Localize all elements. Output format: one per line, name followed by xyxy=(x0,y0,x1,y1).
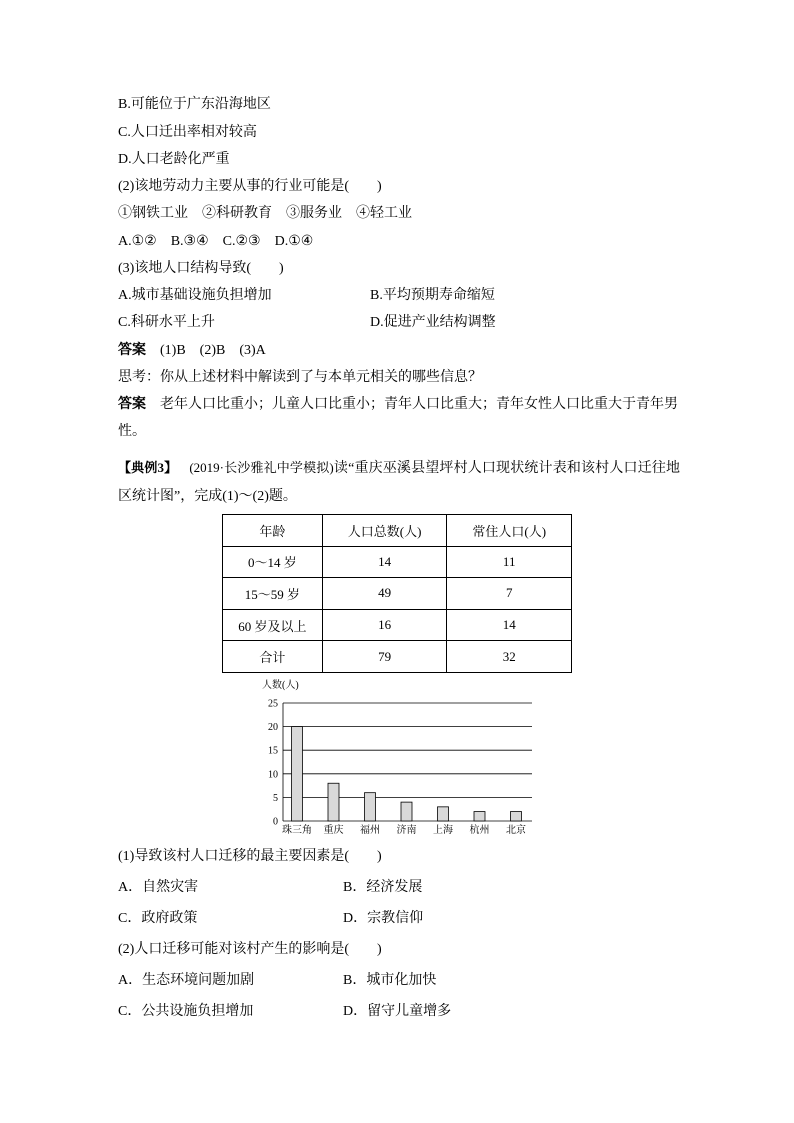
q3-options-row-1 xyxy=(118,282,680,309)
previous-question-section xyxy=(118,91,680,445)
question-2-option-b: B．城市化加快 xyxy=(343,972,437,988)
table-cell: 0～14 岁 xyxy=(223,546,323,578)
bar xyxy=(365,793,376,821)
table-cell: 7 xyxy=(447,578,572,610)
y-tick-label: 5 xyxy=(273,792,278,804)
question-1-option-a: A．自然灾害 xyxy=(118,879,199,895)
table-row xyxy=(223,578,572,610)
table-cell: 14 xyxy=(447,609,572,641)
y-tick-label: 25 xyxy=(268,698,278,710)
question-1-option-b: B．经济发展 xyxy=(343,879,423,895)
example-stem: 读“重庆巫溪县望坪村人口现状统计表和该村人口迁往地区统计图”，完成(1)～(2)题。 xyxy=(118,461,680,504)
thinking-answer-label: 答案 xyxy=(118,397,146,413)
q3-options-row-2 xyxy=(118,309,680,336)
bar xyxy=(328,783,339,821)
example-intro xyxy=(118,454,680,511)
answer-label: 答案 xyxy=(118,342,146,358)
q3-stem: (3)该地人口结构导致( ) xyxy=(118,260,284,276)
question-2-options-row-2 xyxy=(118,996,451,1027)
question-2-option-a: A．生态环境问题加剧 xyxy=(118,972,255,988)
question-2-options-row-1 xyxy=(118,965,451,996)
question-1-option-c: C．政府政策 xyxy=(118,910,198,926)
table-header-cell: 年龄 xyxy=(223,515,323,547)
table-cell: 16 xyxy=(322,609,447,641)
example-questions xyxy=(118,841,451,1027)
question-2-stem: (2)人口迁移可能对该村产生的影响是( ) xyxy=(118,941,382,957)
x-category-label: 福州 xyxy=(360,825,380,836)
bar xyxy=(438,807,449,821)
q3-option-c: C.科研水平上升 xyxy=(118,315,215,331)
y-tick-label: 20 xyxy=(268,722,278,734)
table-cell: 14 xyxy=(322,546,447,578)
x-category-label: 杭州 xyxy=(469,825,490,836)
table-cell: 合计 xyxy=(223,641,323,673)
q3-option-a: A.城市基础设施负担增加 xyxy=(118,288,272,304)
x-category-label: 北京 xyxy=(506,825,526,836)
x-category-labels xyxy=(282,823,526,836)
table-header-cell: 常住人口(人) xyxy=(447,515,572,547)
x-category-label: 济南 xyxy=(396,825,417,836)
q2-stem: (2)该地劳动力主要从事的行业可能是( ) xyxy=(118,179,382,195)
table-cell: 60 岁及以上 xyxy=(223,609,323,641)
q1-option-b: B.可能位于广东沿海地区 xyxy=(118,97,271,113)
question-2-option-c: C．公共设施负担增加 xyxy=(118,1003,254,1019)
y-tick-label: 0 xyxy=(273,816,278,828)
x-category-label: 重庆 xyxy=(323,825,344,836)
bar xyxy=(511,812,522,821)
table-cell: 15～59 岁 xyxy=(223,578,323,610)
bar xyxy=(401,802,412,821)
answer-line xyxy=(118,337,680,364)
thinking-prompt: 思考：你从上述材料中解读到了与本单元相关的哪些信息？ xyxy=(118,369,482,385)
thinking-answer-text: 老年人口比重小；儿童人口比重小；青年人口比重大；青年女性人口比重大于青年男性。 xyxy=(118,397,678,440)
thinking-answer xyxy=(118,391,680,446)
table-row xyxy=(223,641,572,673)
migration-destination-bar-chart xyxy=(250,676,550,841)
table-row xyxy=(223,546,572,578)
example-tag: 【典例3】 xyxy=(118,460,178,475)
table-cell: 49 xyxy=(322,578,447,610)
table-header-row xyxy=(223,515,572,547)
table-row xyxy=(223,609,572,641)
bar xyxy=(292,727,303,821)
q3-option-d: D.促进产业结构调整 xyxy=(370,315,496,331)
q3-option-b: B.平均预期寿命缩短 xyxy=(370,288,495,304)
answer-text: (1)B (2)B (3)A xyxy=(160,342,266,358)
question-2-option-d: D．留守儿童增多 xyxy=(343,1003,452,1019)
table-cell: 32 xyxy=(447,641,572,673)
table-cell: 11 xyxy=(447,546,572,578)
y-tick-label: 15 xyxy=(268,745,278,757)
q1-option-d: D.人口老龄化严重 xyxy=(118,151,230,167)
x-category-label: 珠三角 xyxy=(282,825,312,836)
q2-items: ①钢铁工业 ②科研教育 ③服务业 ④轻工业 xyxy=(118,206,412,222)
y-axis-label: 人数(人) xyxy=(262,680,299,691)
q2-options: A.①② B.③④ C.②③ D.①④ xyxy=(118,233,314,249)
example-source: (2019·长沙雅礼中学模拟) xyxy=(189,460,334,475)
table-header-cell: 人口总数(人) xyxy=(322,515,447,547)
population-table xyxy=(222,514,572,673)
y-tick-label: 10 xyxy=(268,769,278,781)
question-1-option-d: D．宗教信仰 xyxy=(343,910,424,926)
bar xyxy=(474,812,485,821)
question-1-options-row-2 xyxy=(118,903,451,934)
q1-option-c: C.人口迁出率相对较高 xyxy=(118,124,257,140)
y-tick-labels xyxy=(268,699,278,828)
question-1-stem: (1)导致该村人口迁移的最主要因素是( ) xyxy=(118,848,382,864)
x-category-label: 上海 xyxy=(433,825,453,836)
table-cell: 79 xyxy=(322,641,447,673)
question-1-options-row-1 xyxy=(118,872,451,903)
